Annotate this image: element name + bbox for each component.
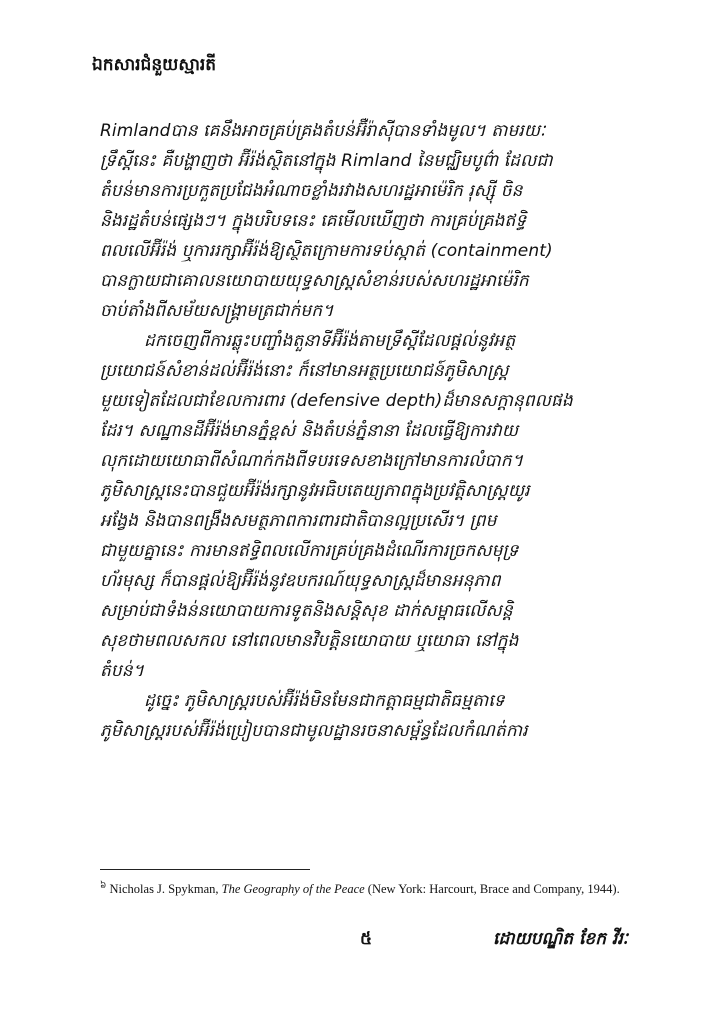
text-line: ទ្រឹស្តីនេះ គឺបង្ហាញថា អ៊ីរ៉ង់ស្ថិតនៅក្នុង Rimland នៃមជ្ឈិមបូព៌ា ដែលជា bbox=[100, 151, 553, 171]
footnote-marker: ៦ bbox=[100, 880, 107, 890]
text-line: ហ័រមុស្ស ក៏បានផ្តល់ឱ្យអ៊ីរ៉ង់នូវឧបករណ៍យុទ្ធសាស្ត្រដ៏មានអនុភាព bbox=[100, 571, 501, 591]
text-line: លុកដោយយោធាពីសំណាក់កងពីទបរទេសខាងក្រៅមានការលំបាក។ bbox=[100, 451, 524, 471]
body-text bbox=[100, 116, 644, 746]
text-line: ចាប់តាំងពីសម័យសង្គ្រាមត្រជាក់មក។ bbox=[100, 301, 334, 321]
text-line: តំបន់មានការប្រកួតប្រជែងអំណាចខ្លាំងរវាងសហរដ្ឋអាម៉េរិក រុស្ស៊ី ចិន bbox=[100, 181, 523, 201]
footnote-title: The Geography of the Peace bbox=[221, 882, 365, 897]
text-line: ជាមួយគ្នានេះ ការមានឥទ្ធិពលលើការគ្រប់គ្រងដំណើរការច្រកសមុទ្រ bbox=[100, 541, 519, 561]
running-head: ឯកសារជំនួយស្មារតី bbox=[92, 55, 217, 75]
text-line: ប្រយោជន៍សំខាន់ដល់អ៊ីរ៉ង់នោះ ក៏នៅមានអត្ថប្រយោជន៍ភូមិសាស្ត្រ bbox=[100, 361, 509, 381]
text-line: ដែរ។ សណ្ឋានដីអ៊ីរ៉ង់មានភ្នំខ្ពស់ និងតំបន់ភ្នំនានា ដែលធ្វើឱ្យការវាយ bbox=[100, 421, 519, 441]
text-line: អង្វែង និងបានពង្រឹងសមត្ថភាពការពារជាតិបានល្អប្រសើរ។ ព្រម bbox=[100, 511, 497, 531]
page-number: ៥ bbox=[360, 929, 373, 949]
footnote-publication: (New York: Harcourt, Brace and Company, 1944). bbox=[367, 882, 620, 897]
paragraph-1 bbox=[100, 116, 644, 326]
paragraph-2 bbox=[100, 326, 644, 686]
text-line: និងរដ្ឋតំបន់ផ្សេងៗ។ ក្នុងបរិបទនេះ គេមើលឃើញថា ការគ្រប់គ្រងឥទ្ធិ bbox=[100, 211, 527, 231]
text-line: ភូមិសាស្ត្ររបស់អ៊ីរ៉ង់ប្រៀបបានជាមូលដ្ឋានរចនាសម្ព័ន្ធដែលកំណត់ការ bbox=[100, 721, 528, 741]
text-line: បានក្លាយជាគោលនយោបាយយុទ្ធសាស្ត្រសំខាន់របស់សហរដ្ឋអាម៉េរិក bbox=[100, 271, 529, 291]
paragraph-3 bbox=[100, 686, 644, 746]
text-line: សុខថាមពលសកល នៅពេលមានវិបត្តិនយោបាយ ឬយោធា នៅក្នុង bbox=[100, 631, 519, 651]
text-line: Rimlandបាន គេនឹងអាចគ្រប់គ្រងតំបន់អ៊ឺរ៉ាស៊ីបានទាំងមូល។ តាមរយៈ bbox=[100, 121, 546, 141]
author-credit: ដោយបណ្ឌិត ខែក វីរៈ bbox=[493, 929, 628, 949]
footnote-author: Nicholas J. Spykman, bbox=[109, 882, 219, 897]
footnote-divider bbox=[100, 869, 310, 870]
text-line: សម្រាប់ជាទំងន់នយោបាយការទូតនិងសន្តិសុខ ដាក់សម្ពាធលើសន្តិ bbox=[100, 601, 513, 621]
text-line: ពលលើអ៊ីរ៉ង់ ឬការរក្សាអ៊ីរ៉ង់ឱ្យស្ថិតក្រោមការទប់ស្កាត់ (containment) bbox=[100, 241, 553, 261]
text-line: ដកចេញពីការឆ្លុះបញ្ចាំងតួនាទីអ៊ីរ៉ង់តាមទ្រឹស្តីដែលផ្តល់នូវអត្ថ bbox=[144, 331, 516, 351]
text-line: តំបន់។ bbox=[100, 661, 144, 681]
text-line: ភូមិសាស្ត្រនេះបានជួយអ៊ីរ៉ង់រក្សានូវអធិបតេយ្យភាពក្នុងប្រវត្តិសាស្ត្រយូរ bbox=[100, 481, 530, 501]
footnote bbox=[100, 880, 660, 897]
text-line: ដូច្នេះ ភូមិសាស្ត្ររបស់អ៊ីរ៉ង់មិនមែនជាកត្តាធម្មជាតិធម្មតាទេ bbox=[144, 691, 505, 711]
text-line: មួយទៀតដែលជាខែលការពារ (defensive depth)ដ៏មានសក្តានុពលផង bbox=[100, 391, 573, 411]
